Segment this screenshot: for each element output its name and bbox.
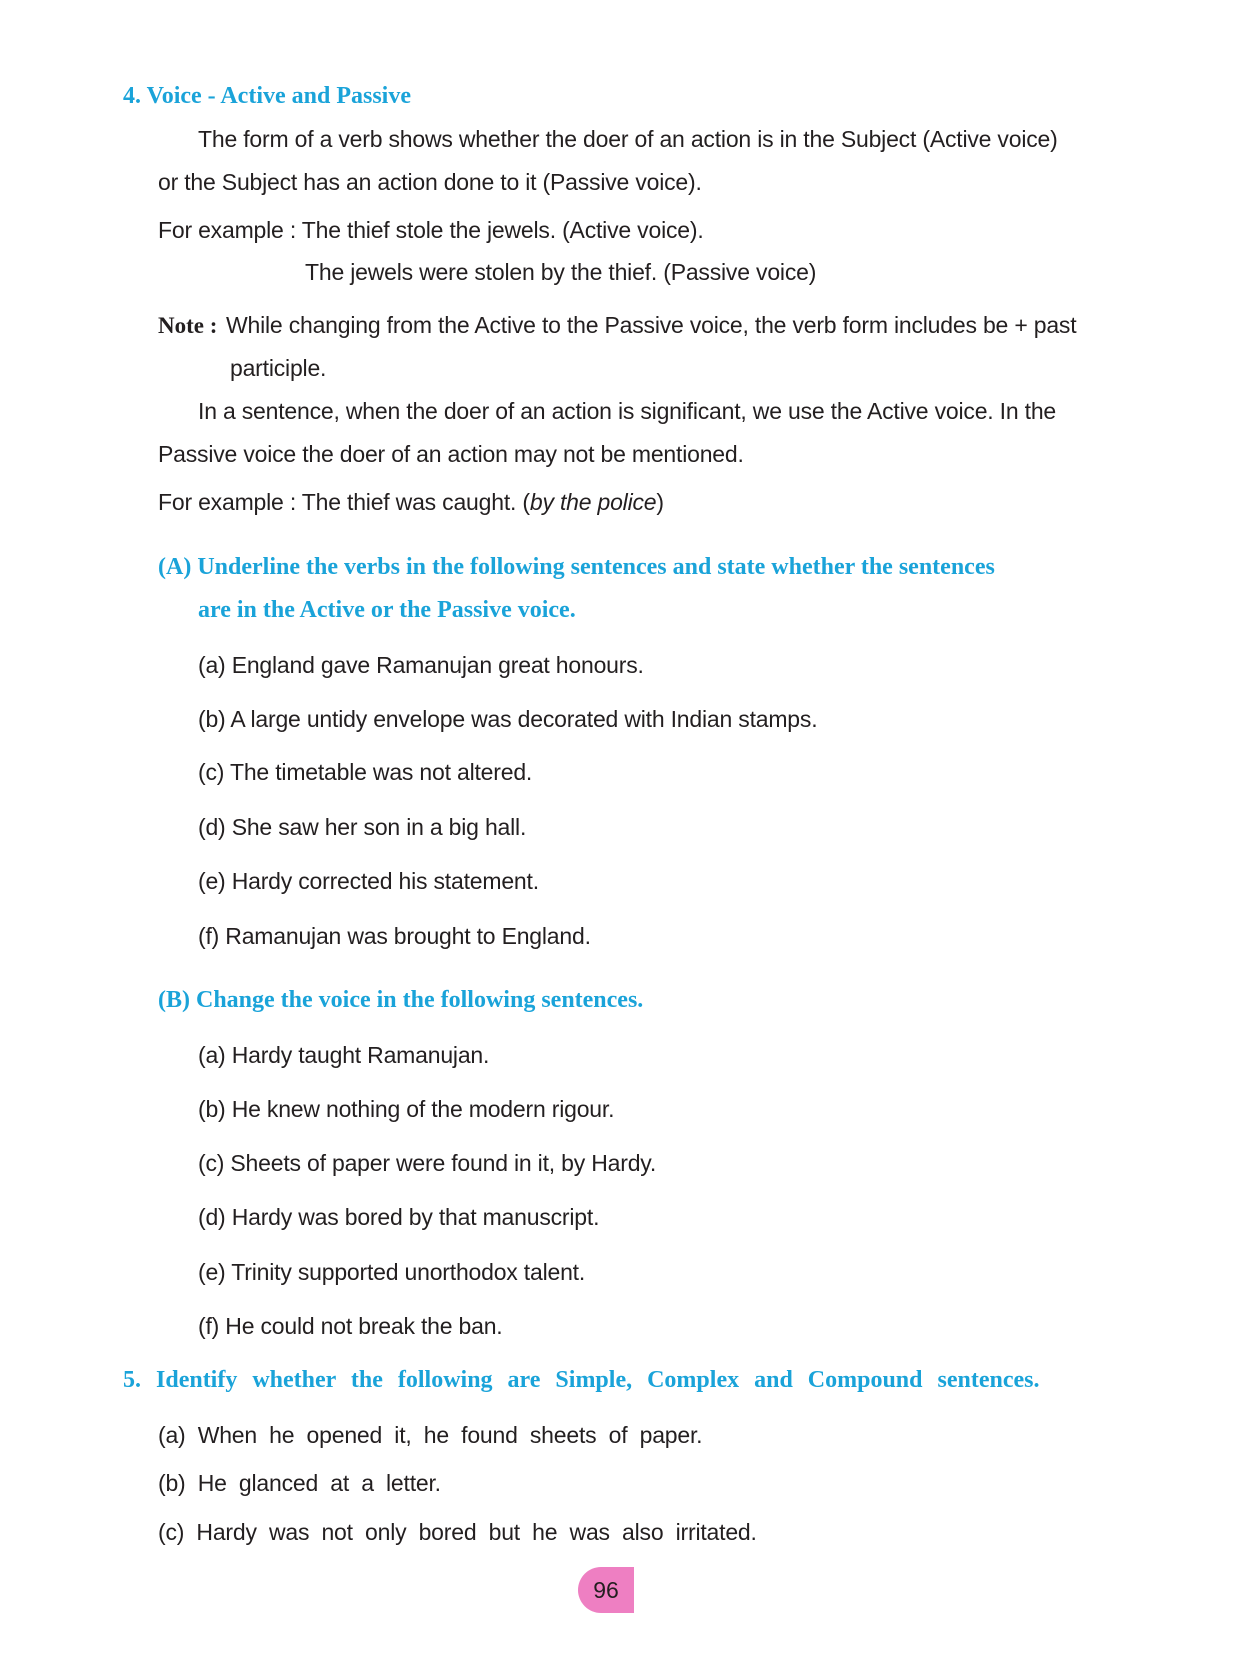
exercise-a-item: (d) She saw her son in a big hall.: [198, 814, 527, 840]
example-2-italic: by the police: [529, 489, 657, 515]
exercise-a-title-line-2: are in the Active or the Passive voice.: [198, 597, 576, 623]
exercise-b-item: (e) Trinity supported unorthodox talent.: [198, 1259, 586, 1285]
section-5-title: 5. Identify whether the following are Simple, Complex and Compound sentences.: [123, 1367, 1040, 1393]
page-number-badge: [578, 1567, 634, 1613]
exercise-b-item: (d) Hardy was bored by that manuscript.: [198, 1204, 600, 1230]
exercise-b-item: (f) He could not break the ban.: [198, 1313, 503, 1339]
note-label: Note :: [158, 313, 218, 338]
intro-line-1: The form of a verb shows whether the doer of an action is in the Subject (Active voice): [198, 126, 1058, 152]
exercise-a-item: (c) The timetable was not altered.: [198, 759, 533, 785]
section-5-item: (c) Hardy was not only bored but he was also irritated.: [158, 1519, 757, 1545]
exercise-b-item: (c) Sheets of paper were found in it, by Hardy.: [198, 1150, 657, 1176]
section-4-title: 4. Voice - Active and Passive: [123, 83, 411, 109]
example-1-line-2: The jewels were stolen by the thief. (Passive voice): [305, 259, 817, 285]
example-2-prefix: For example : The thief was caught. (: [158, 489, 530, 515]
exercise-a-item: (b) A large untidy envelope was decorated with Indian stamps.: [198, 706, 818, 732]
exercise-a-title-line-1: (A) Underline the verbs in the following sentences and state whether the sentences: [158, 554, 995, 580]
paragraph-2-line-1: In a sentence, when the doer of an action is significant, we use the Active voice. In the: [198, 398, 1057, 424]
section-5-item: (b) He glanced at a letter.: [158, 1470, 441, 1496]
exercise-a-item: (f) Ramanujan was brought to England.: [198, 923, 591, 949]
exercise-a-item: (a) England gave Ramanujan great honours.: [198, 652, 644, 678]
exercise-b-item: (b) He knew nothing of the modern rigour.: [198, 1096, 615, 1122]
exercise-b-item: (a) Hardy taught Ramanujan.: [198, 1042, 490, 1068]
exercise-b-title: (B) Change the voice in the following sentences.: [158, 987, 644, 1013]
note-line-2: participle.: [230, 355, 327, 381]
section-5-item: (a) When he opened it, he found sheets of paper.: [158, 1422, 703, 1448]
paragraph-2-line-2: Passive voice the doer of an action may not be mentioned.: [158, 441, 744, 467]
page-number: 96: [593, 1576, 619, 1603]
exercise-a-item: (e) Hardy corrected his statement.: [198, 868, 539, 894]
example-1-line-1: For example : The thief stole the jewels. (Active voice).: [158, 217, 704, 243]
note-line-1: While changing from the Active to the Passive voice, the verb form includes be + past: [226, 312, 1077, 338]
example-2-suffix: ): [656, 489, 664, 515]
example-2: [158, 489, 664, 516]
intro-line-2: or the Subject has an action done to it (Passive voice).: [158, 169, 702, 195]
